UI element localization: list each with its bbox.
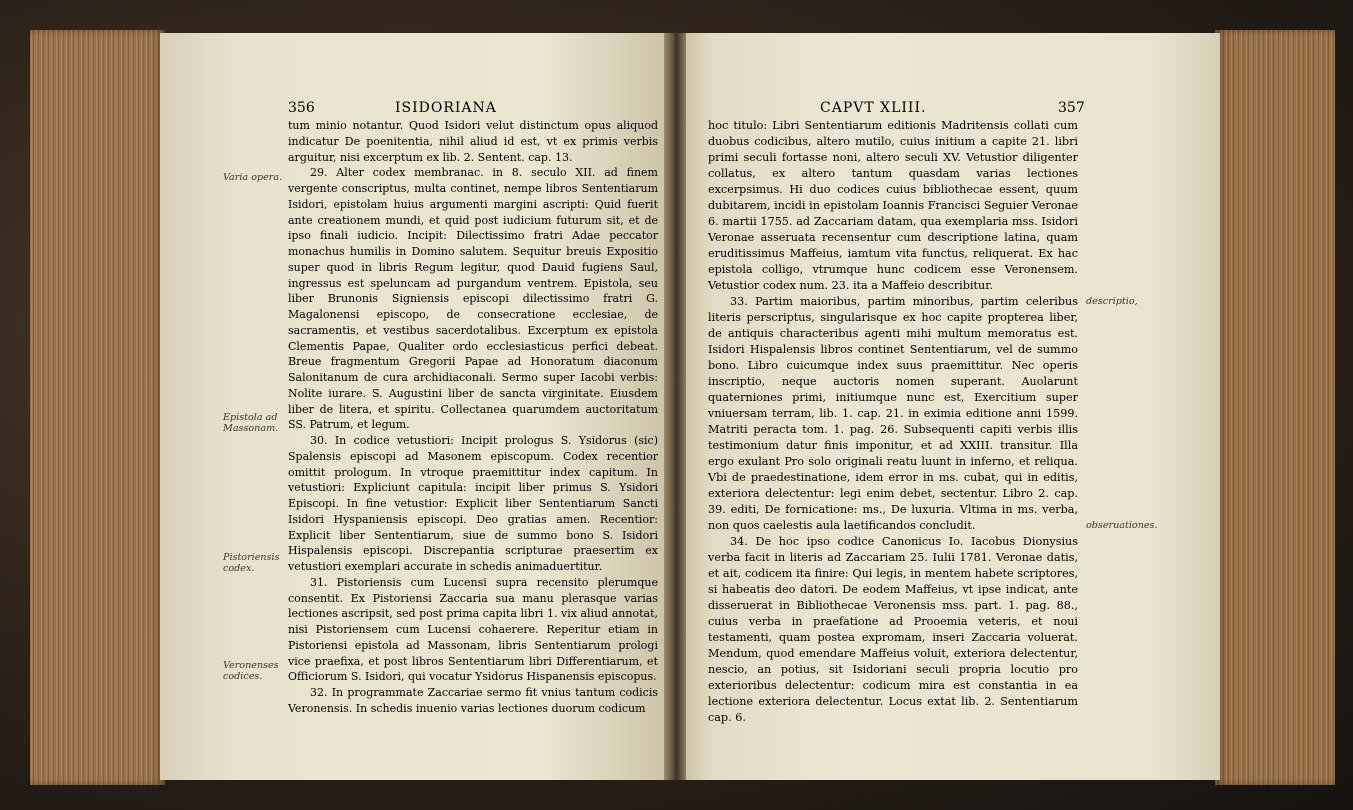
paragraph: 30. In codice vetustiori: Incipit prologus S. Ysidorus (sic) Spalensis episcopi ad Masonem episcopum. Codex recentior omittit prologum. In vtroque praemittitur index capitum. In vetustiori: Expliciunt capitula: incipit liber primus S. Ysidori Episcopi. In fine vetustior: Explicit liber Sententiarum Sancti Isidori Hyspaniensis episcopi. Deo gratias amen. Recentior: Explicit liber Sententiarum, siue de summo bono S. Isidori Hispalensis episcopi. Discrepantia scripturae praesertim ex vetustiori exemplari accurate in schedis animaduertitur. (288, 434, 658, 573)
right-page-body (708, 118, 1078, 726)
margin-note: Epistola ad Massonam. (223, 412, 279, 434)
margin-note: Varia opera. (223, 172, 283, 183)
margin-note: descriptio, (1086, 296, 1138, 307)
paragraph: 33. Partim maioribus, partim minoribus, partim celeribus literis perscriptus, singularisque ex hoc capite propterea liber, de antiquis characteribus agenti mihi multum memoratus est. Isidori Hispalensis libros continet Sententiarum, vel de summo bono. Libro cuicumque index suus praemittitur. Nec operis inscriptio, neque auctoris nomen superant. Auolarunt quaterniones primi, initiumque nunc est, Exercitium super vniuersam terram, lib. 1. cap. 21. in eximia editione anni 1599. Matriti peracta tom. 1. pag. 26. Subsequenti capiti verbis illis testimonium datur finis imponitur, et ad XXIII. transitur. Illa ergo exulant Pro solo originali reatu luunt in inferno, et reliqua. Vbi de praedestinatione, idem error in ms. cubat, qui in editis, exteriora delectentur: legi enim debet, sectentur. Libro 2. cap. 39. editi, De fornicatione: ms., De luxuria. Vltima in ms. verba, non quos caelestis aula laetificandos concludit. (708, 295, 1078, 532)
right-page-number: 357 (1058, 100, 1085, 116)
left-page-number: 356 (288, 100, 315, 116)
book-gutter (664, 33, 686, 780)
book-edge-left (30, 30, 165, 785)
book-edge-right (1215, 30, 1335, 785)
paragraph: 29. Alter codex membranac. in 8. seculo XII. ad finem vergente conscriptus, multa continet, nempe libros Sententiarum Isidori, epistolam huius argumenti margini ascripti: Quid fuerit ante creationem mundi, et quid post iudicium futurum sit, et de ipso finali iudicio. Incipit: Dilectissimo fratri Adae peccator monachus humilis in Domino salutem. Sequitur breuis Expositio super quod in libris Regum legitur, quod Dauid fugiens Saul, ingressus est speluncam ad purgandum ventrem. Epistola, seu liber Brunonis Signiensis episcopi dilectissimo fratri G. Magalonensi episcopo, de consecratione ecclesiae, de sacramentis, et vestibus sacerdotalibus. Excerptum ex epistola Clementis Papae, Qualiter ordo ecclesiasticus perfici debeat. Breue fragmentum Gregorii Papae ad Honoratum diaconum Salonitanum de cura archidiaconali. Sermo super Iacobi verbis: Nolite iurare. S. Augustini liber de sancta virginitate. Eiusdem liber de litera, et spiritu. Collectanea quarumdem auctoritatum SS. Patrum, et legum. (288, 166, 658, 432)
margin-note: Veronenses codices. (223, 660, 279, 682)
paragraph: hoc titulo: Libri Sententiarum editionis Madritensis collati cum duobus codicibus, altero mutilo, cuius initium a capite 21. libri primi seculi fortasse noni, altero seculi XV. Vetustior diligenter collatus, ex altero tantum quasdam varias lectiones excerpsimus. Hi duo codices cuius bibliothecae essent, quum dubitarem, incidi in epistolam Ioannis Francisci Seguier Veronae 6. martii 1755. ad Zaccariam datam, qua exemplaria mss. Isidori Veronae asseruata recensentur cum descriptione latina, quam eruditissimus Maffeius, iamtum vita functus, reliquerat. Ex hac epistola colligo, vtrumque hunc codicem esse Veronensem. Vetustior codex num. 23. ita a Maffeio describitur. (708, 119, 1078, 292)
right-running-head: CAPVT XLIII. (820, 100, 927, 116)
margin-note: obseruationes. (1086, 520, 1158, 531)
left-page-body (288, 118, 658, 717)
left-running-head: ISIDORIANA (395, 100, 497, 116)
paragraph: 31. Pistoriensis cum Lucensi supra recensito plerumque consentit. Ex Pistoriensi Zaccaria sua manu plerasque varias lectiones ascripsit, sed post prima capita libri 1. vix aliud annotat, nisi Pistoriensem cum Lucensi cohaerere. Reperitur etiam in Pistoriensi epistola ad Massonam, libris Sententiarum prologi vice praefixa, et post libros Sententiarum libri Differentiarum, et Officiorum S. Isidori, qui vocatur Ysidorus Hispanensis episcopus. (288, 575, 658, 684)
paragraph: 32. In programmate Zaccariae sermo fit vnius tantum codicis Veronensis. In schedis inuenio varias lectiones duorum codicum (288, 686, 658, 715)
paragraph: 34. De hoc ipso codice Canonicus Io. Iacobus Dionysius verba facit in literis ad Zaccariam 25. Iulii 1781. Veronae datis, et ait, codicem ita finire: Qui legis, in mentem habete scriptores, si habeatis deo datori. De eodem Maffeius, vt ipse indicat, ante disseruerat in Bibliothecae Veronensis mss. part. 1. pag. 88., cuius verba in praefatione ad Prooemia veteris, et noui testamenti, quam postea expromam, inseri Zaccaria voluerat. Mendum, quod emendare Maffeius voluit, exteriora delectentur, nescio, an potius, sit Isidoriani seculi propria locutio pro exterioribus delectentur: codicum mira est constantia in ea lectione exteriora delectentur. Locus extat lib. 2. Sententiarum cap. 6. (708, 535, 1078, 724)
margin-note: Pistoriensis codex. (223, 552, 280, 574)
paragraph: tum minio notantur. Quod Isidori velut distinctum opus aliquod indicatur De poenitentia, nihil aliud id est, vt ex primis verbis arguitur, nisi excerptum ex lib. 2. Sentent. cap. 13. (288, 119, 658, 164)
